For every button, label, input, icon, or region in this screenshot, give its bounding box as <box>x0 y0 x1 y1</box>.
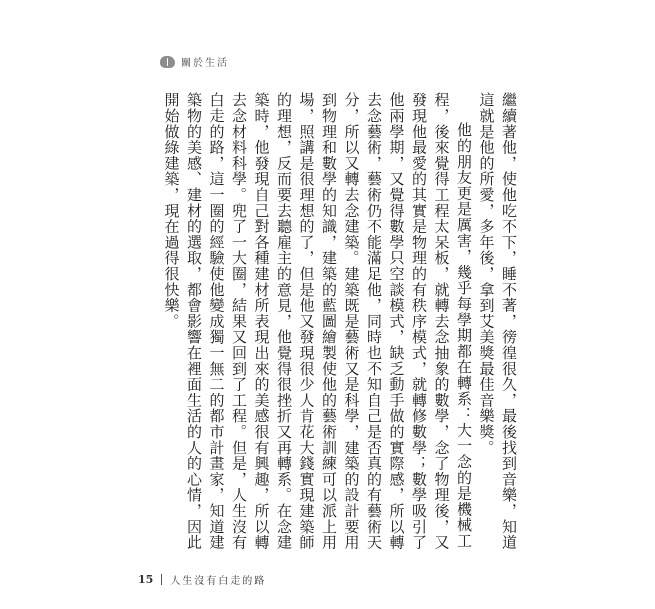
running-header <box>160 54 229 69</box>
footer-divider <box>161 574 162 585</box>
brain-icon <box>160 56 175 68</box>
page-footer <box>138 572 266 587</box>
section-title: 關於生活 <box>181 58 229 69</box>
page-number: 15 <box>138 573 154 586</box>
book-title: 人生沒有白走的路 <box>170 576 267 587</box>
paragraph: 繼續著他，使他吃不下，睡不著，徬徨很久，最後找到音樂，知道這就是他的所愛，多年後，拿到艾美獎最佳音樂獎。 <box>477 92 518 551</box>
paragraph: 他的朋友更是厲害，幾乎每學期都在轉系：大一念的是機械工程，後來覺得工程太呆板，就轉去念抽象的數學，念了物理後，又發現他最愛的其實是物理的有秩序模式，就轉修數學；數學吸引了他兩學期，又覺得數學只空談模式，缺乏動手做的實際感，所以轉去念藝術，藝術仍不能滿足他，同時也不知自己是否真的有藝術天分，所以又轉去念建築。建築既是藝術又是科學，建築的設計要用到物理和數學的知識，建築的藍圖繪製使他的藝術訓練可以派上用場，照講是很理想的了，但是他又發現很少人肯花大錢實現建築師的理想，反而要去聽雇主的意見，他覺得很挫折又再轉系。在念建築時，他發現自己對各種建材所表現出來的美感很有興趣，所以轉去念材料科學。兜了一大圈，結果又回到了工程。但是，人生沒有白走的路，這一圈的經驗使他變成獨一無二的都市計畫家，知道建築物的美感、建材的選取，都會影響在裡面生活的人的心情，因此開始做綠建築，現在過得很快樂。 <box>162 92 473 551</box>
body-text <box>140 92 520 560</box>
